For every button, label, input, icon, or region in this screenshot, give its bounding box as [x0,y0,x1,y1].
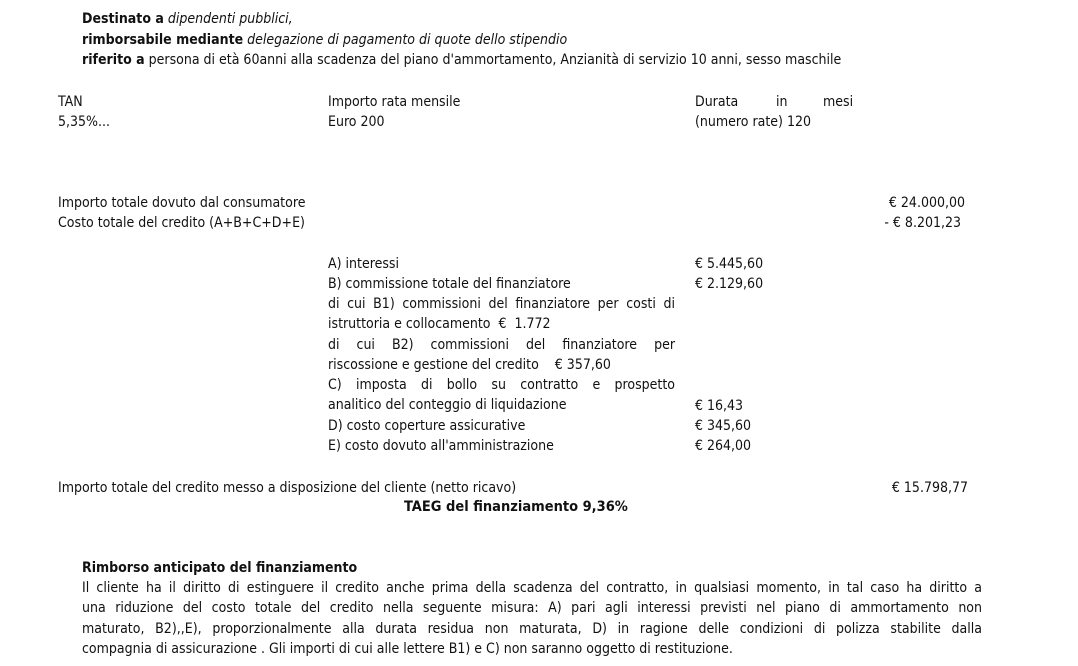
voce-b2-line2: riscossione e gestione del credito € 357,60 [328,356,611,373]
value-riferimento: persona di età 60anni alla scadenza del piano d'ammortamento, Anzianità di servizio 10 anni, sesso maschile [148,52,842,68]
durata-value: (numero rate) 120 [695,114,812,130]
netto-ricavo-value: € 15.798,77 [891,480,968,496]
durata-word-1: Durata [695,94,739,110]
costo-totale-label: Costo totale del credito (A+B+C+D+E) [58,215,305,231]
voce-b-value: € 2.129,60 [695,276,764,292]
rimborso-title: Rimborso anticipato del finanziamento [82,560,358,576]
voce-c-line2: analitico del conteggio di liquidazione [328,397,567,414]
label-destinato: Destinato a [82,11,164,27]
intro-line-rimborsabile [82,30,567,50]
taeg-heading: TAEG del finanziamento 9,36% [404,499,628,515]
rata-value: Euro 200 [328,114,385,130]
rata-label: Importo rata mensile [328,94,461,110]
tan-label: TAN [58,94,83,110]
voce-d-label: D) costo coperture assicurative [328,417,526,434]
voce-c-value: € 16,43 [695,398,744,414]
voce-b1-line1: di cui B1) commissioni del finanziatore per costi di [328,296,675,312]
rimborso-paragraph [82,578,982,659]
rimborso-line-4: compagnia di assicurazione . Gli importi di cui alle lettere B1) e C) non saranno oggetto di restituzione. [82,640,733,657]
costo-totale-value: - € 8.201,23 [884,215,961,231]
voce-e-label: E) costo dovuto all'amministrazione [328,438,554,455]
label-riferito: riferito a [82,52,145,68]
value-destinatari: dipendenti pubblici, [167,11,293,27]
tan-value: 5,35%... [58,114,111,130]
value-modalita: delegazione di pagamento di quote dello stipendio [247,32,568,48]
durata-word-2: in [776,94,788,110]
voce-b1-block [328,294,675,456]
importo-dovuto-label: Importo totale dovuto dal consumatore [58,195,306,211]
rimborso-line-3: maturato, B2),,E), proporzionalmente alla durata residua non maturata, D) in ragione delle condizioni di polizza stabilite dalla [82,620,982,637]
voce-b2-line1: di cui B2) commissioni del finanziatore per [328,336,675,353]
voce-e-value: € 264,00 [695,438,752,454]
rimborso-line-1: Il cliente ha il diritto di estinguere il credito anche prima della scadenza del contratto, in qualsiasi momento, in tal caso ha diritto a [82,580,982,596]
voce-b1-line2: istruttoria e collocamento € 1.772 [328,316,551,333]
netto-ricavo-label: Importo totale del credito messo a disposizione del cliente (netto ricavo) [58,480,517,496]
durata-word-3: mesi [823,94,854,110]
intro-line-riferito [82,50,841,70]
voce-a-value: € 5.445,60 [695,256,764,272]
label-rimborsabile: rimborsabile mediante [82,32,244,48]
voce-d-value: € 345,60 [695,418,752,434]
voce-c-line1: C) imposta di bollo su contratto e prospetto [328,377,675,394]
rimborso-line-2: una riduzione del costo totale del credito nella seguente misura: A) pari agli interessi previsti nel piano di ammortamento non [82,600,982,617]
voce-a-label: A) interessi [328,256,399,272]
importo-dovuto-value: € 24.000,00 [888,195,965,211]
voce-b-label: B) commissione totale del finanziatore [328,276,571,292]
intro-line-destinato [82,9,293,29]
